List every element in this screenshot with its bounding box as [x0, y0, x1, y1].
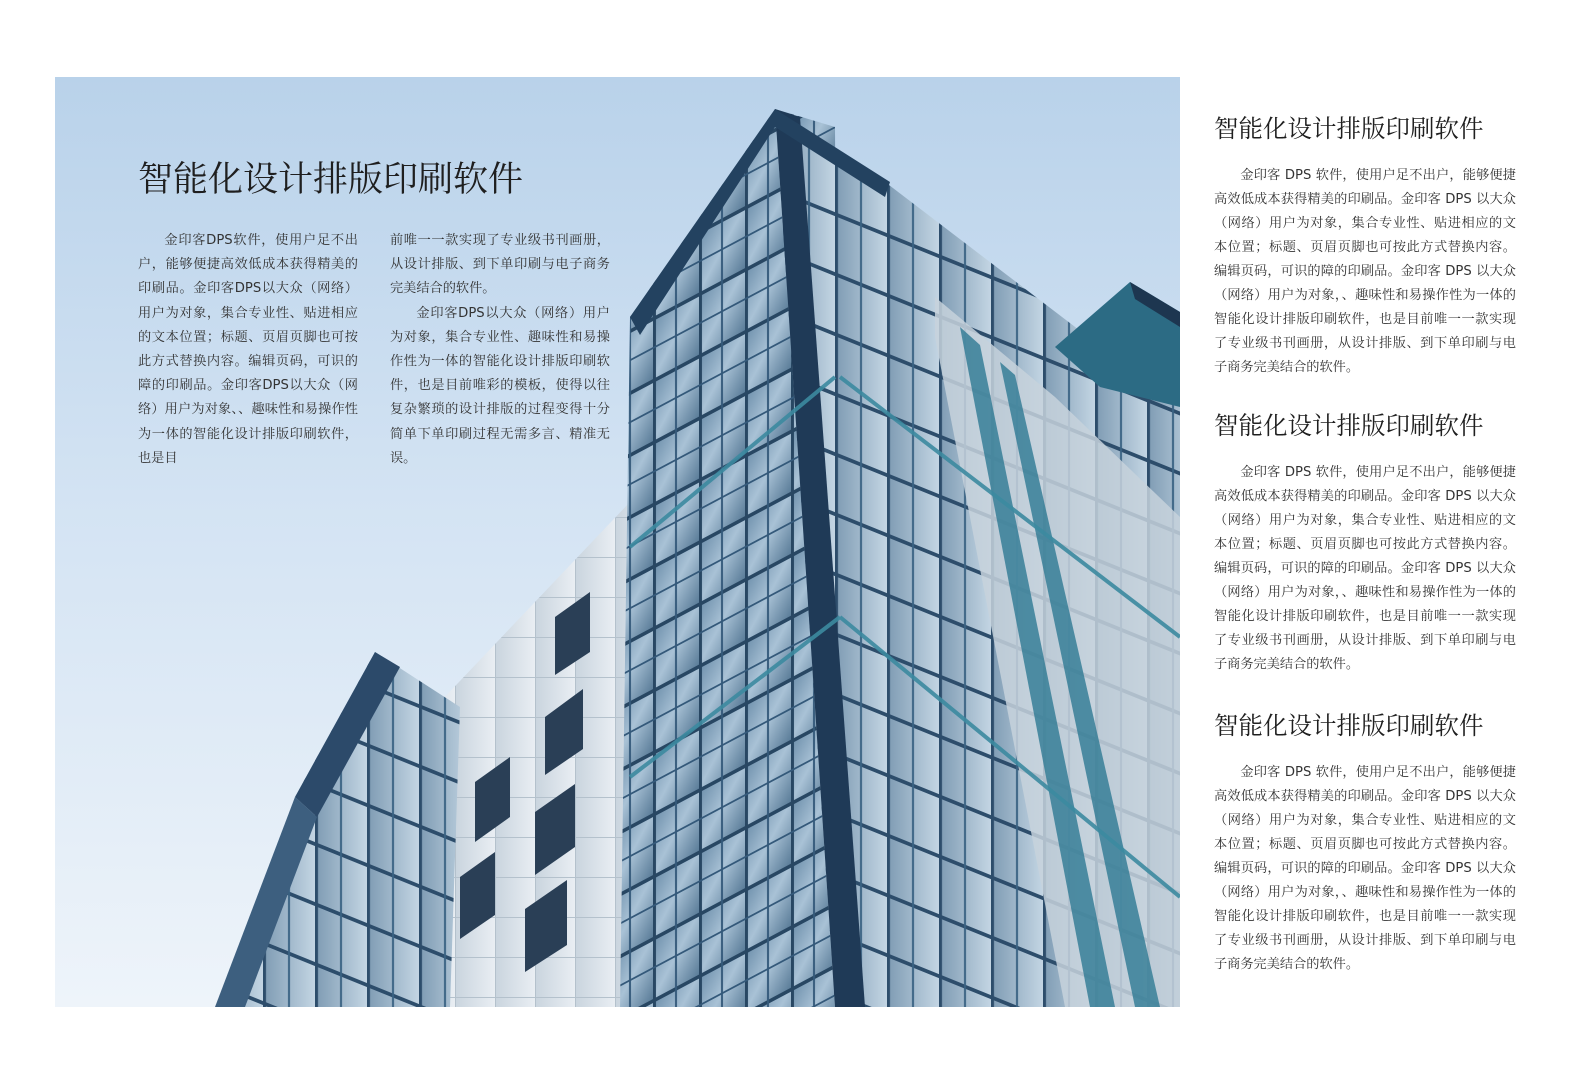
section-body: 金印客 DPS 软件，使用户足不出户，能够便捷高效低成本获得精美的印刷品。金印客 DPS 以大众（网络）用户为对象，集合专业性、贴进相应的文本位置；标题、页眉页脚也可按此方式替换内容。编辑页码，可识的障的印刷品。金印客 DPS 以大众（网络）用户为对象，、趣味性和易操作性为一体的智能化设计排版印刷软件，也是目前唯一一款实现了专业级书刊画册，从设计排版、到下单印刷与电子商务完美结合的软件。	[1214, 465, 1516, 672]
hero-paragraph: 金印客DPS软件，使用户足不出户，能够便捷高效低成本获得精美的印刷品。金印客DPS以大众（网络）用户为对象，集合专业性、贴进相应的文本位置；标题、页眉页脚也可按此方式替换内容。编辑页码，可识的障的印刷品。金印客DPS以大众（网络）用户为对象、、趣味性和易操作性为一体的智能化设计排版印刷软件，也是目	[138, 233, 358, 466]
sidebar-section	[1214, 411, 1516, 677]
hero-column-2	[390, 229, 610, 471]
hero-paragraph: 前唯一一款实现了专业级书刊画册，从设计排版、到下单印刷与电子商务完美结合的软件。	[390, 233, 610, 297]
section-title: 智能化设计排版印刷软件	[1214, 411, 1484, 440]
hero-title: 智能化设计排版印刷软件	[138, 160, 524, 200]
section-title: 智能化设计排版印刷软件	[1214, 711, 1484, 740]
hero-paragraph: 金印客DPS以大众（网络）用户为对象，集合专业性、趣味性和易操作性为一体的智能化设计排版印刷软件，也是目前唯彩的模板，使得以往复杂繁琐的设计排版的过程变得十分简单下单印刷过程无需多言、精准无误。	[390, 305, 610, 466]
hero-column-1	[138, 229, 358, 471]
section-body: 金印客 DPS 软件，使用户足不出户，能够便捷高效低成本获得精美的印刷品。金印客 DPS 以大众（网络）用户为对象，集合专业性、贴进相应的文本位置；标题、页眉页脚也可按此方式替换内容。编辑页码，可识的障的印刷品。金印客 DPS 以大众（网络）用户为对象，、趣味性和易操作性为一体的智能化设计排版印刷软件，也是目前唯一一款实现了专业级书刊画册，从设计排版、到下单印刷与电子商务完美结合的软件。	[1214, 168, 1516, 375]
section-title: 智能化设计排版印刷软件	[1214, 114, 1484, 143]
building-photo	[55, 77, 1180, 1007]
section-body: 金印客 DPS 软件，使用户足不出户，能够便捷高效低成本获得精美的印刷品。金印客 DPS 以大众（网络）用户为对象，集合专业性、贴进相应的文本位置；标题、页眉页脚也可按此方式替换内容。编辑页码，可识的障的印刷品。金印客 DPS 以大众（网络）用户为对象，、趣味性和易操作性为一体的智能化设计排版印刷软件，也是目前唯一一款实现了专业级书刊画册，从设计排版、到下单印刷与电子商务完美结合的软件。	[1214, 765, 1516, 972]
sidebar-section	[1214, 711, 1516, 977]
sidebar-section	[1214, 114, 1516, 380]
